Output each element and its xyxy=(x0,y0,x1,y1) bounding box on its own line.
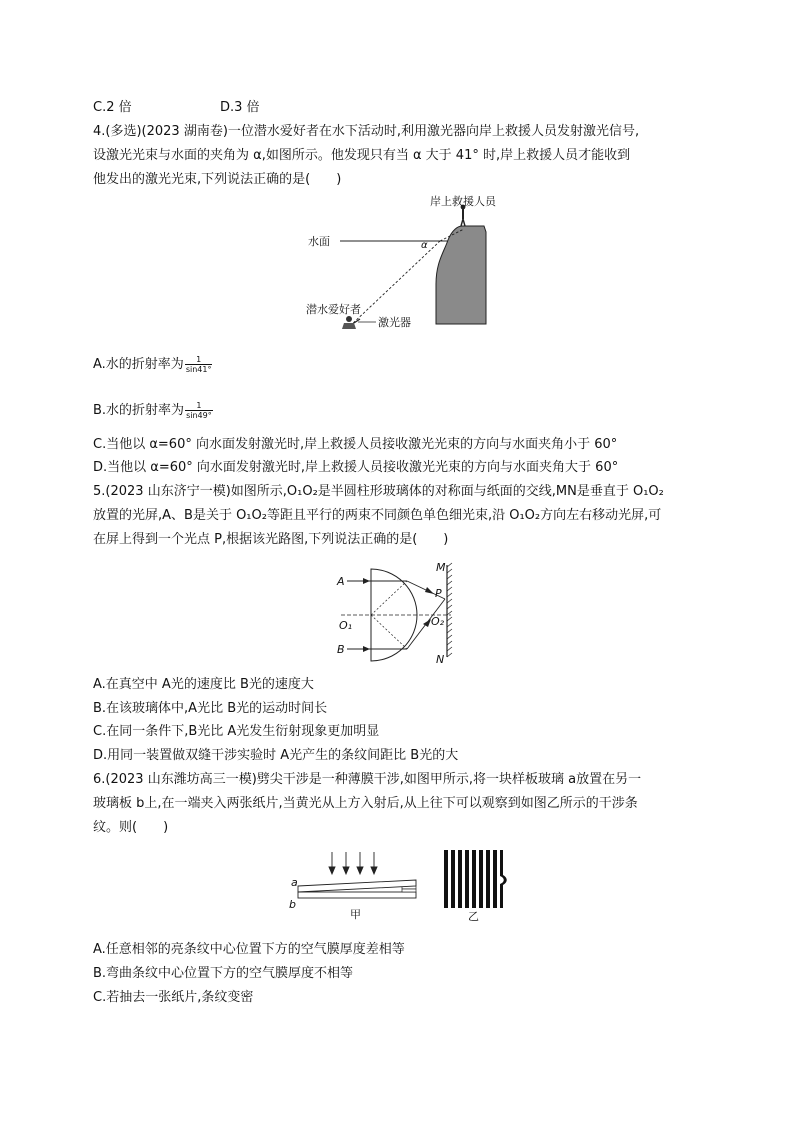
q4-stem-line1: 4.(多选)(2023 湖南卷)一位潜水爱好者在水下活动时,利用激光器向岸上救援人员发射激光信号, xyxy=(93,124,640,139)
q5-stem-line3: 在屏上得到一个光点 P,根据该光路图,下列说法正确的是( ) xyxy=(93,532,449,547)
beam-b-arrow xyxy=(363,646,370,652)
screen-hatching xyxy=(447,563,452,657)
q6-stem-line2: 玻璃板 b上,在一端夹入两张纸片,当黄光从上方入射后,从上往下可以观察到如图乙所示的干涉条 xyxy=(93,796,638,811)
q4-option-a-prefix: A.水的折射率为 xyxy=(93,357,184,372)
label-o2: O₂ xyxy=(431,615,445,628)
q4-option-a xyxy=(93,355,212,374)
label-rescuer: 岸上救援人员 xyxy=(430,195,496,208)
label-b: B xyxy=(337,643,345,656)
q5-diagram xyxy=(335,557,465,667)
label-m: M xyxy=(436,561,446,574)
q4-option-b-numerator: 1 xyxy=(185,401,213,411)
label-diver: 潜水爱好者 xyxy=(306,303,361,316)
q4-option-b-prefix: B.水的折射率为 xyxy=(93,403,185,418)
label-a: A xyxy=(337,575,345,588)
label-laser: 激光器 xyxy=(378,316,411,329)
label-b: b xyxy=(289,898,296,911)
beam-a-arrow xyxy=(363,578,370,584)
q4-diagram xyxy=(300,192,510,342)
caption-jia: 甲 xyxy=(350,908,361,921)
q5-stem-line2: 放置的光屏,A、B是关于 O₁O₂等距且平行的两束不同颜色单色细光束,沿 O₁O₂方向左右移动光屏,可 xyxy=(93,508,662,523)
q5-option-b: B.在该玻璃体中,A光比 B光的运动时间长 xyxy=(93,701,328,716)
glass-plate-a xyxy=(298,880,416,892)
option-d-prev: D.3 倍 xyxy=(220,100,260,115)
q6-stem-line3: 纹。则( ) xyxy=(93,820,169,835)
label-a: a xyxy=(291,876,298,889)
q4-option-d: D.当他以 α=60° 向水面发射激光时,岸上救援人员接收激光光束的方向与水面夹角大于 60° xyxy=(93,460,619,475)
q4-stem-line3: 他发出的激光光束,下列说法正确的是( ) xyxy=(93,172,342,187)
normal-a xyxy=(371,581,407,615)
interference-fringes xyxy=(444,850,497,908)
curved-fringe xyxy=(500,850,507,908)
glass-plate-b xyxy=(298,892,416,898)
q5-option-d: D.用同一装置做双缝干涉实验时 A光产生的条纹间距比 B光的大 xyxy=(93,748,459,763)
label-p: P xyxy=(435,587,442,600)
laser-beam xyxy=(350,241,440,326)
paper-piece-2 xyxy=(402,889,416,892)
label-n: N xyxy=(436,653,445,666)
q6-diagram-jia xyxy=(286,850,426,922)
q4-option-a-fraction xyxy=(185,355,213,374)
q4-option-a-numerator: 1 xyxy=(185,355,213,365)
incident-light-arrows xyxy=(329,852,377,874)
label-alpha: α xyxy=(421,240,428,251)
q6-option-a: A.任意相邻的亮条纹中心位置下方的空气膜厚度差相等 xyxy=(93,942,405,957)
diver-figure xyxy=(342,316,360,329)
q4-option-b-denominator: sin49° xyxy=(186,411,212,420)
beam-a-exit-arrow xyxy=(425,587,434,594)
option-c-prev: C.2 倍 xyxy=(93,100,132,115)
normal-b xyxy=(371,615,407,649)
q6-option-b: B.弯曲条纹中心位置下方的空气膜厚度不相等 xyxy=(93,966,354,981)
q5-option-c: C.在同一条件下,B光比 A光发生衍射现象更加明显 xyxy=(93,724,380,739)
caption-yi: 乙 xyxy=(468,910,479,922)
label-o1: O₁ xyxy=(339,619,353,632)
label-water: 水面 xyxy=(308,235,330,248)
q5-stem-line1: 5.(2023 山东济宁一模)如图所示,O₁O₂是半圆柱形玻璃体的对称面与纸面的交线,MN是垂直于 O₁O₂ xyxy=(93,484,664,499)
q4-option-b-fraction xyxy=(185,401,213,420)
q4-option-c: C.当他以 α=60° 向水面发射激光时,岸上救援人员接收激光光束的方向与水面夹角小于 60° xyxy=(93,437,618,452)
q6-diagram-yi xyxy=(444,850,514,922)
q4-option-a-denominator: sin41° xyxy=(185,365,212,374)
q4-option-b xyxy=(93,401,213,420)
q5-option-a: A.在真空中 A光的速度比 B光的速度大 xyxy=(93,677,314,692)
q4-stem-line2: 设激光光束与水面的夹角为 α,如图所示。他发现只有当 α 大于 41° 时,岸上救援人员才能收到 xyxy=(93,148,631,163)
q6-stem-line1: 6.(2023 山东潍坊高三一模)劈尖干涉是一种薄膜干涉,如图甲所示,将一块样板玻璃 a放置在另一 xyxy=(93,772,642,787)
q6-option-c: C.若抽去一张纸片,条纹变密 xyxy=(93,990,254,1005)
